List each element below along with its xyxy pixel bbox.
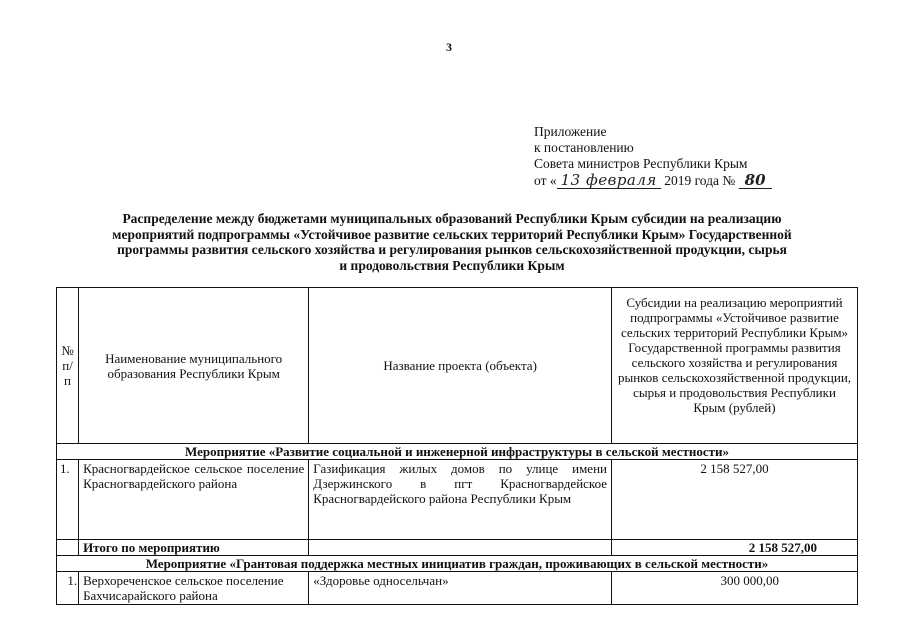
appendix-line-2: к постановлению [534, 140, 634, 155]
year-text: 2019 года № [664, 173, 736, 188]
row-municipality: Красногвардейское сельское поселение Красногвардейского района [79, 460, 309, 540]
section-title: Мероприятие «Развитие социальной и инженерной инфраструктуры в сельской местности» [57, 444, 858, 460]
header-subsidy: Субсидии на реализацию мероприятий подпрограммы «Устойчивое развитие сельских территорий Республики Крым» Государственной программы развития сельского хозяйства и регулирования рынков сельскохозяйственной продукции, сырья и продовольствия Республики Крым (рублей) [612, 288, 858, 444]
section-row [57, 444, 858, 460]
section-row [57, 556, 858, 572]
total-label: Итого по мероприятию [79, 540, 309, 556]
row-project: Газификация жилых домов по улице имени Дзержинского в пгт Красногвардейское Красногвардейского района Республики Крым [309, 460, 612, 540]
total-empty-cell [57, 540, 79, 556]
appendix-block [534, 124, 772, 189]
document-title [62, 211, 842, 273]
subsidy-table [56, 287, 858, 605]
appendix-line-1: Приложение [534, 124, 607, 139]
title-line-2: мероприятий подпрограммы «Устойчивое развитие сельских территорий Республики Крым» Государственной [112, 226, 792, 242]
row-municipality: Верхореченское сельское поселение Бахчисарайского района [79, 572, 309, 605]
table-row [57, 460, 858, 540]
section-title: Мероприятие «Грантовая поддержка местных инициатив граждан, проживающих в сельской местности» [57, 556, 858, 572]
total-row [57, 540, 858, 556]
row-number: 1. [57, 460, 79, 540]
row-amount: 2 158 527,00 [612, 460, 858, 540]
page-number: 3 [446, 40, 452, 54]
handwritten-date: 13 февраля [557, 172, 661, 189]
table-header-row [57, 288, 858, 444]
title-line-4: и продовольствия Республики Крым [339, 257, 565, 273]
handwritten-number: 80 [739, 172, 772, 189]
row-amount: 300 000,00 [612, 572, 858, 605]
row-project: «Здоровье односельчан» [309, 572, 612, 605]
header-municipality: Наименование муниципального образования Республики Крым [79, 288, 309, 444]
table-row [57, 572, 858, 605]
date-prefix: от « [534, 173, 557, 188]
header-project: Название проекта (объекта) [309, 288, 612, 444]
row-number: 1. [57, 572, 79, 605]
total-spacer-cell [309, 540, 612, 556]
appendix-line-3: Совета министров Республики Крым [534, 156, 748, 171]
appendix-date-line [534, 172, 772, 189]
header-number: № п/п [57, 288, 79, 444]
total-amount: 2 158 527,00 [612, 540, 858, 556]
title-line-1: Распределение между бюджетами муниципальных образований Республики Крым субсидии на реализацию [122, 211, 782, 226]
title-line-3: программы развития сельского хозяйства и регулирования рынков сельскохозяйственной продукции, сырья [117, 242, 787, 257]
